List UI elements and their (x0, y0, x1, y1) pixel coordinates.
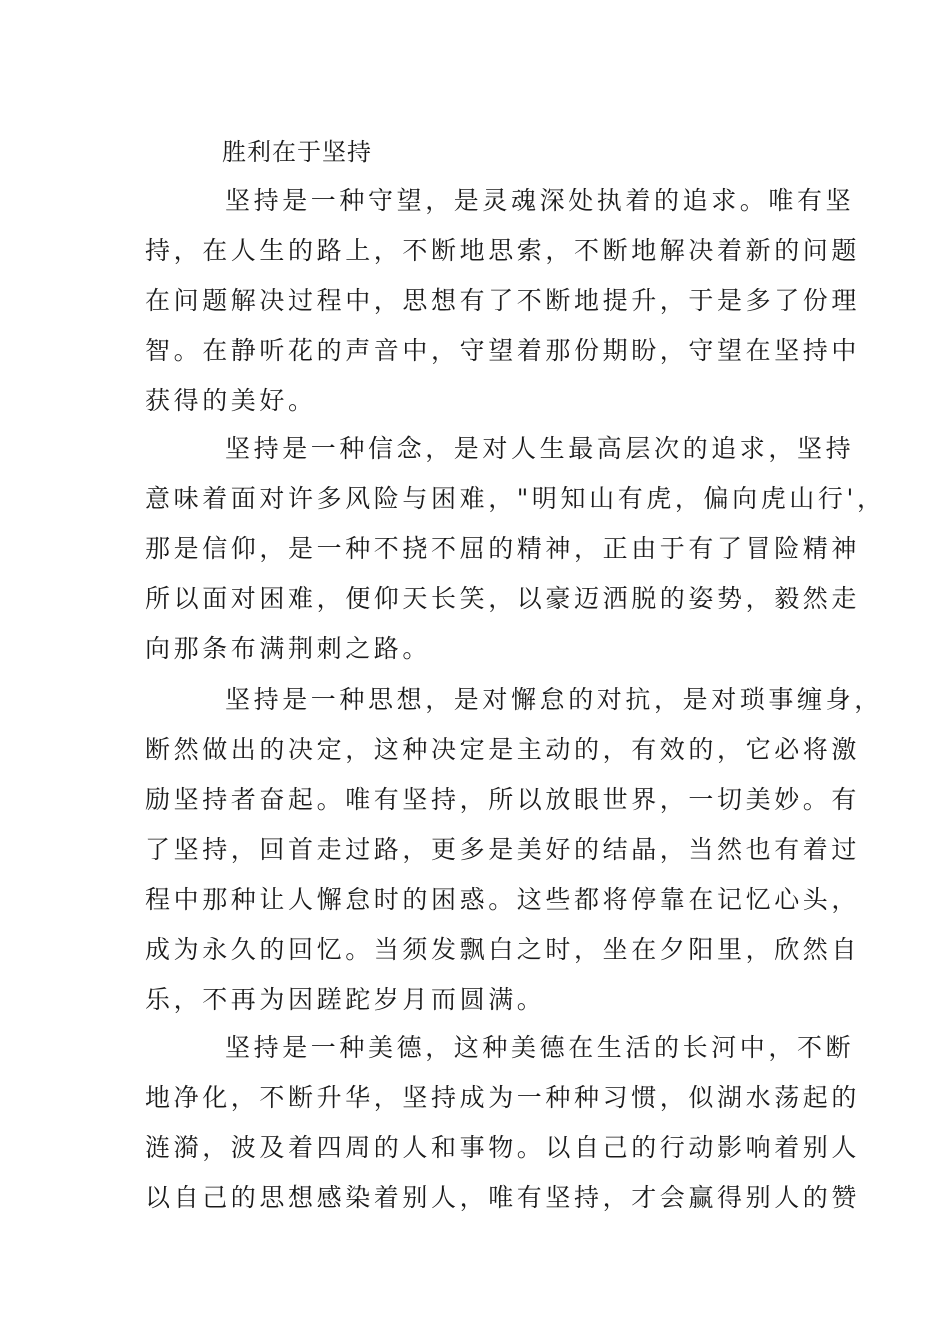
paragraph-line: 获得的美好。 (145, 386, 317, 415)
paragraph-line: 坚持是一种美德，这种美德在生活的长河中，不断 (225, 1033, 855, 1062)
paragraph-line: 成为永久的回忆。当须发飘白之时，坐在夕阳里，欣然自 (145, 935, 861, 964)
paragraph-line: 了坚持，回首走过路，更多是美好的结晶，当然也有着过 (145, 835, 861, 864)
paragraph-line: 向那条布满荆刺之路。 (145, 634, 432, 663)
paragraph-line: 以自己的思想感染着别人，唯有坚持，才会赢得别人的赞 (145, 1183, 861, 1212)
paragraph-1 (145, 176, 861, 426)
paragraph-line: 在问题解决过程中，思想有了不断地提升，于是多了份理 (145, 286, 861, 315)
paragraph-line: 意味着面对许多风险与困难，"明知山有虎，偏向虎山行'， (145, 484, 886, 513)
paragraph-line: 智。在静听花的声音中，守望着那份期盼，守望在坚持中 (145, 336, 861, 365)
paragraph-line: 坚持是一种守望，是灵魂深处执着的追求。唯有坚 (225, 186, 855, 215)
paragraph-line: 地净化，不断升华，坚持成为一种种习惯，似湖水荡起的 (145, 1083, 861, 1112)
paragraph-line: 持，在人生的路上，不断地思索，不断地解决着新的问题 (145, 236, 861, 265)
paragraph-line: 坚持是一种信念，是对人生最高层次的追求，坚持 (225, 434, 855, 463)
paragraph-4 (145, 1023, 861, 1223)
paragraph-line: 励坚持者奋起。唯有坚持，所以放眼世界，一切美妙。有 (145, 785, 861, 814)
paragraph-line: 所以面对困难，便仰天长笑，以豪迈洒脱的姿势，毅然走 (145, 584, 861, 613)
paragraph-line: 乐，不再为因蹉跎岁月而圆满。 (145, 985, 546, 1014)
paragraph-line: 那是信仰，是一种不挠不屈的精神，正由于有了冒险精神 (145, 534, 861, 563)
paragraph-line: 涟漪，波及着四周的人和事物。以自己的行动影响着别人 (145, 1133, 861, 1162)
paragraph-2 (145, 424, 886, 674)
paragraph-3 (145, 675, 883, 1025)
paragraph-line: 断然做出的决定，这种决定是主动的，有效的，它必将激 (145, 735, 861, 764)
paragraph-line: 坚持是一种思想，是对懈怠的对抗，是对琐事缠身， (225, 685, 883, 714)
paragraph-line: 程中那种让人懈怠时的困惑。这些都将停靠在记忆心头， (145, 885, 861, 914)
document-title: 胜利在于坚持 (222, 138, 372, 166)
